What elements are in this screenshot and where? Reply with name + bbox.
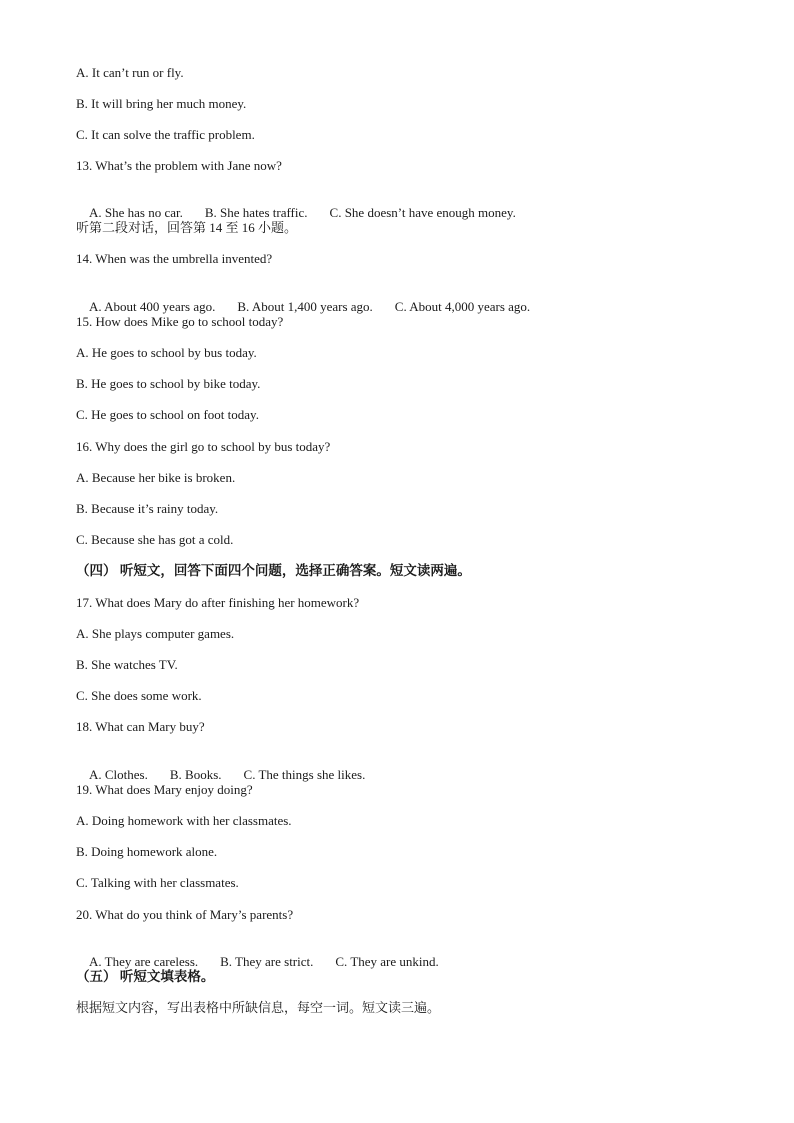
option-19b: B. Doing homework alone. — [76, 844, 218, 859]
question-19: 19. What does Mary enjoy doing? — [76, 782, 253, 797]
question-14: 14. When was the umbrella invented? — [76, 251, 273, 266]
option-17a: A. She plays computer games. — [76, 626, 235, 641]
option-18b: B. Books. — [169, 767, 222, 782]
instruction-dialogue-2: 听第二段对话，回答第 14 至 16 小题。 — [76, 220, 298, 235]
option-12c: C. It can solve the traffic problem. — [76, 127, 255, 142]
option-15a: A. He goes to school by bus today. — [76, 345, 257, 360]
option-17c: C. She does some work. — [76, 688, 202, 703]
option-18a: A. Clothes. — [89, 767, 148, 782]
option-20a: A. They are careless. — [89, 954, 199, 969]
question-13: 13. What’s the problem with Jane now? — [76, 158, 282, 173]
option-20c: C. They are unkind. — [335, 954, 439, 969]
question-16: 16. Why does the girl go to school by bus today? — [76, 439, 331, 454]
section-5-instruction: 根据短文内容，写出表格中所缺信息，每空一词。短文读三遍。 — [76, 1000, 441, 1015]
option-14b: B. About 1,400 years ago. — [237, 299, 373, 314]
option-13b: B. She hates traffic. — [204, 205, 308, 220]
option-20b: B. They are strict. — [220, 954, 314, 969]
option-16b: B. Because it’s rainy today. — [76, 501, 219, 516]
option-16c: C. Because she has got a cold. — [76, 532, 234, 547]
option-16a: A. Because her bike is broken. — [76, 470, 236, 485]
option-12b: B. It will bring her much money. — [76, 96, 247, 111]
section-4-heading: （四） 听短文，回答下面四个问题，选择正确答案。短文读两遍。 — [76, 563, 471, 578]
option-15b: B. He goes to school by bike today. — [76, 376, 261, 391]
option-17b: B. She watches TV. — [76, 657, 178, 672]
option-15c: C. He goes to school on foot today. — [76, 407, 259, 422]
option-14a: A. About 400 years ago. — [89, 299, 216, 314]
option-19c: C. Talking with her classmates. — [76, 875, 239, 890]
question-20: 20. What do you think of Mary’s parents? — [76, 907, 294, 922]
option-13a: A. She has no car. — [89, 205, 183, 220]
question-15: 15. How does Mike go to school today? — [76, 314, 284, 329]
option-12a: A. It can’t run or fly. — [76, 65, 184, 80]
option-18c: C. The things she likes. — [243, 767, 366, 782]
question-17: 17. What does Mary do after finishing her homework? — [76, 595, 360, 610]
option-13c: C. She doesn’t have enough money. — [329, 205, 516, 220]
section-5-heading: （五） 听短文填表格。 — [76, 969, 215, 984]
option-14c: C. About 4,000 years ago. — [394, 299, 531, 314]
question-18: 18. What can Mary buy? — [76, 719, 205, 734]
option-19a: A. Doing homework with her classmates. — [76, 813, 292, 828]
